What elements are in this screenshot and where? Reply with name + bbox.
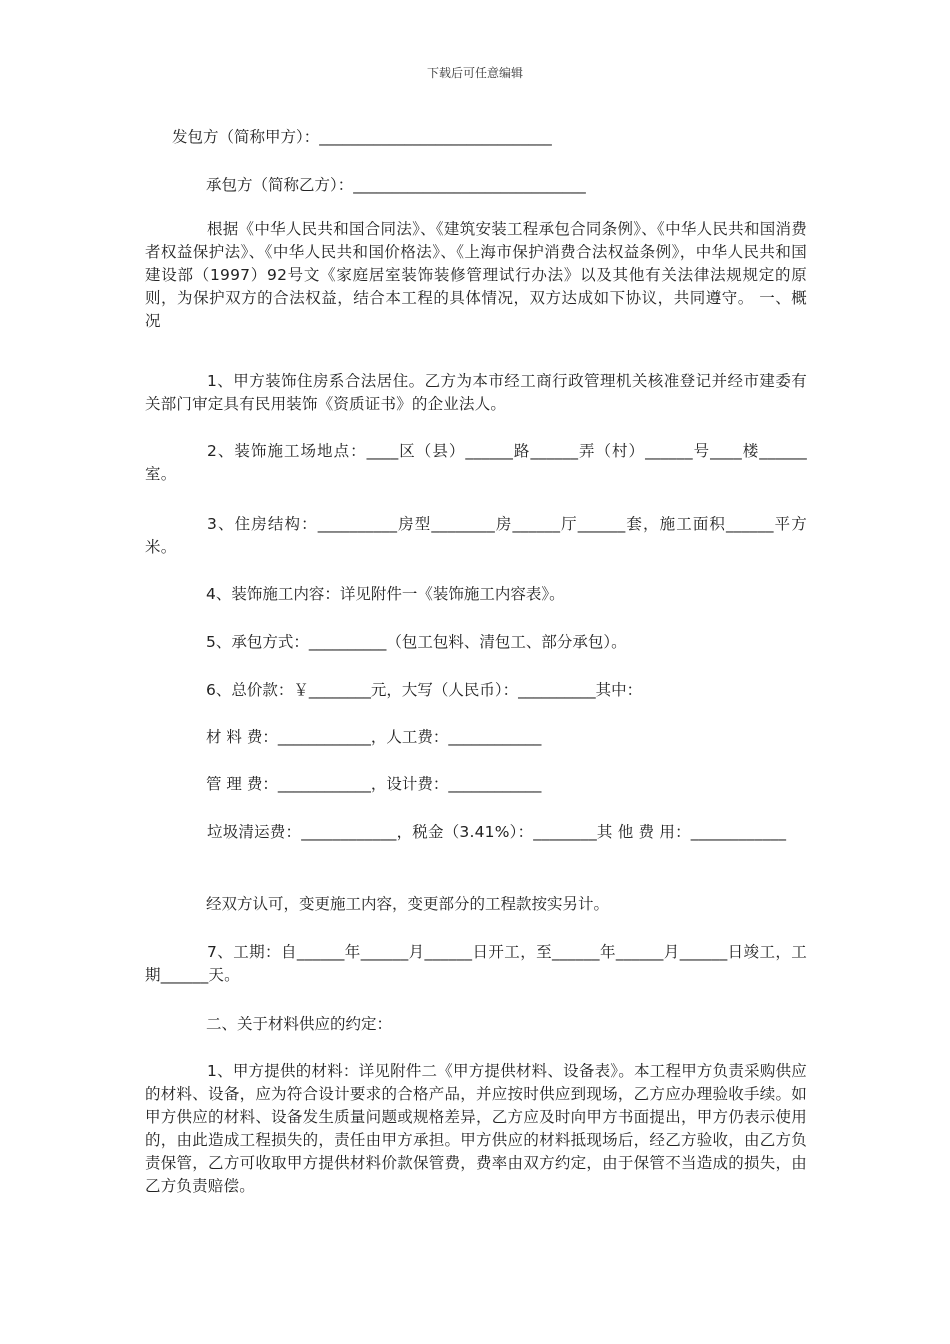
- fee-line-1: 材 料 费：____________，人工费：____________: [206, 728, 542, 746]
- item-7: 7、工期：自______年______月______日开工，至______年______月______日竣工，工期______天。: [145, 943, 807, 984]
- material-item-1: 1、甲方提供的材料：详见附件二《甲方提供材料、设备表》。本工程甲方负责采购供应的材料、设备，应为符合设计要求的合格产品，并应按时供应到现场，乙方应办理验收手续。如甲方供应的材料、设备发生质量问题或规格差异，乙方应及时向甲方书面提出，甲方仍表示使用的，由此造成工程损失的，责任由甲方承担。甲方供应的材料抵现场后，经乙方验收，由乙方负责保管，乙方可收取甲方提供材料价款保管费，费率由双方约定，由于保管不当造成的损失，由乙方负责赔偿。: [145, 1062, 807, 1195]
- change-note: 经双方认可，变更施工内容，变更部分的工程款按实另计。: [206, 895, 610, 913]
- item-2: 2、装饰施工场地点：____区（县）______路______弄（村）______号____楼______室。: [145, 442, 807, 483]
- section-2-heading: 二、关于材料供应的约定：: [206, 1015, 393, 1033]
- item-6: 6、总价款：￥________元，大写（人民币）：__________其中：: [206, 681, 643, 699]
- fee-line-3: 垃圾清运费：____________，税金（3.41%）：________其 他 费 用：____________: [207, 823, 787, 841]
- item-4: 4、装饰施工内容：详见附件一《装饰施工内容表》。: [206, 585, 565, 603]
- party-b-line: 承包方（简称乙方）：______________________________: [206, 176, 586, 194]
- item-3: 3、住房结构：__________房型________房______厅______套，施工面积______平方米。: [145, 515, 807, 556]
- party-a-line: 发包方（简称甲方）：______________________________: [172, 128, 552, 146]
- item-5: 5、承包方式：__________（包工包料、清包工、部分承包）。: [206, 633, 627, 651]
- intro-paragraph: 根据《中华人民共和国合同法》、《建筑安装工程承包合同条例》、《中华人民共和国消费者权益保护法》、《中华人民共和国价格法》、《上海市保护消费合法权益条例》，中华人民共和国建设部（1997）92号文《家庭居室装饰装修管理试行办法》以及其他有关法律法规规定的原则，为保护双方的合法权益，结合本工程的具体情况，双方达成如下协议，共同遵守。 一、概况: [145, 220, 807, 330]
- fee-line-2: 管 理 费：____________，设计费：____________: [206, 775, 542, 793]
- page-header: 下载后可任意编辑: [426, 66, 523, 80]
- item-1: 1、甲方装饰住房系合法居住。乙方为本市经工商行政管理机关核准登记并经市建委有关部门审定具有民用装饰《资质证书》的企业法人。: [145, 372, 807, 413]
